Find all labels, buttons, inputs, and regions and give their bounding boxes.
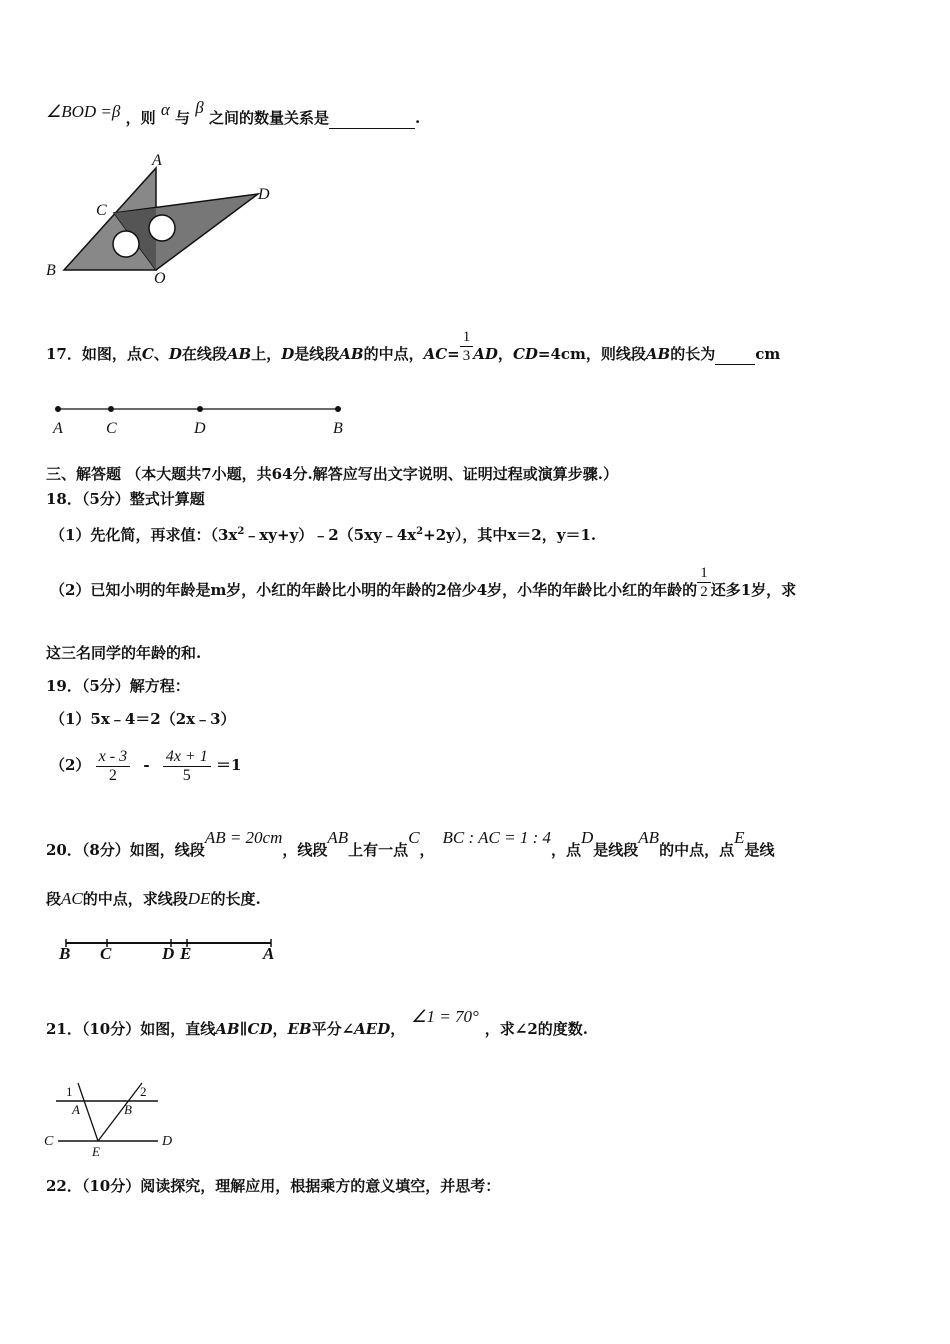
q18-text: ﹣xy+y）﹣2（5xy﹣4x [244,526,417,544]
point-B [335,406,341,412]
frac-num: 1 [460,328,474,347]
q20-math: AC [61,889,83,908]
q16-text: 之间的数量关系是 [208,109,329,127]
q16-alpha: α [160,100,170,119]
q19-minus: - [143,756,150,774]
q17-var: D [281,345,295,363]
q17-segment-figure [50,400,350,442]
q19-text: （2） [50,756,91,774]
label-O: O [154,270,166,287]
q18-part1 [50,522,596,545]
q20-line1 [46,828,775,860]
label-C: C [44,1134,54,1149]
q20-text: 是线 [744,841,775,859]
q18-text: +2y），其中x＝2，y＝1. [423,526,597,544]
q20-math: DE [187,889,211,908]
q17-var: C [141,345,154,363]
label-D: D [258,186,270,203]
q19-text: ＝1 [215,756,242,774]
q16-line [46,98,421,129]
answer-blank[interactable] [715,344,755,365]
point-A [55,406,61,412]
q20-text: ， [419,841,435,859]
fraction-one-half [697,564,711,601]
q18-text: （2）已知小明的年龄是m岁，小红的年龄比小明的年龄的2倍少4岁，小华的年龄比小红的年龄的 [50,581,698,599]
q17-text: ， [497,345,513,363]
q20-text: ，线段 [282,841,328,859]
q21-line [46,1007,589,1039]
label-D: D [162,944,175,963]
q21-text: ， [272,1020,288,1038]
q21-figure [40,1080,190,1162]
label-D: D [162,1134,173,1149]
q21-var: AB∥CD [215,1020,273,1038]
q17-var: AB [339,345,364,363]
q20-math: E [734,828,745,847]
label-A: A [53,420,63,437]
q20-text: 的中点，点 [659,841,735,859]
q18-text: （1）先化简，再求值：（3x [50,526,238,544]
label-1: 1 [66,1084,73,1099]
q17-line [46,328,781,365]
label-C: C [96,202,107,219]
fraction-x-minus-3-over-2 [96,748,130,785]
q20-math: C [408,828,420,847]
line-EA [78,1083,98,1141]
q17-var: AC= [423,345,460,363]
q19-num: 4x + 1 [165,747,208,765]
label-E: E [180,944,192,963]
exponent: 2 [237,526,245,537]
fraction-4x-plus-1-over-5 [163,748,211,785]
q19-part1: （1）5x﹣4＝2（2x﹣3） [50,710,236,728]
label-B: B [124,1102,132,1117]
q17-text: 在线段 [181,345,227,363]
q20-text: 20．（8分）如图，线段 [46,841,205,859]
q22-line: 22．（10分）阅读探究，理解应用，根据乘方的意义填空，并思考： [46,1177,501,1195]
q17-text: 如图，点 [81,345,142,363]
q20-text: ，点 [550,841,581,859]
q20-text: 上有一点 [348,841,409,859]
label-B: B [333,420,343,437]
q16-text: ，则 [125,109,156,127]
q21-text: 平分∠ [311,1020,355,1038]
label-A: A [263,944,275,963]
q20-math: BC : AC = 1 : 4 [442,828,551,847]
segment-acdb [50,400,350,420]
q17-var: AD [473,345,498,363]
frac-num [163,748,211,767]
q19-title: 19．（5分）解方程： [46,677,190,695]
hole-left [113,231,139,257]
q21-text: 21．（10分）如图，直线 [46,1020,216,1038]
q17-var: AB [645,345,671,363]
exponent: 2 [416,526,424,537]
label-E: E [92,1144,100,1159]
section-heading: 三、解答题 （本大题共7小题，共64分.解答应写出文字说明、证明过程或演算步骤.） [46,465,618,483]
frac-num: 1 [697,564,711,583]
q20-text: 的长度. [210,890,261,908]
q16-figure [40,152,280,293]
q20-text: 的中点，求线段 [82,890,188,908]
fraction-one-third [460,328,474,365]
label-B: B [46,262,56,279]
line-EB [98,1083,142,1141]
q18-part2 [50,564,797,601]
frac-den: 2 [108,766,117,784]
frac-den: 2 [700,583,708,600]
q17-number: 17． [46,345,82,363]
q17-text: 是线段 [294,345,340,363]
q21-text: ，求∠2的度数. [484,1020,589,1038]
point-D [197,406,203,412]
q20-math: AB [638,828,660,847]
q17-text: cm [755,345,781,363]
q21-var: EB [287,1020,312,1038]
q17-text: 的长为 [670,345,716,363]
q16-text: . [415,109,421,127]
frac-num [96,748,130,767]
q21-var: AED [354,1020,391,1038]
label-B: B [59,944,71,963]
q20-math: AB = 20cm [204,828,283,847]
label-C: C [106,420,117,437]
label-D: D [194,420,206,437]
q16-beta: β [195,98,204,117]
q21-angle: ∠1 = 70° [411,1007,479,1026]
q17-var: CD [512,345,538,363]
q17-text: 上， [251,345,282,363]
hole-right [149,215,175,241]
q16-angle-expr: ∠BOD =β [46,102,121,121]
q17-var: D [168,345,182,363]
label-C: C [100,944,112,963]
answer-blank[interactable] [329,108,415,129]
q20-math: D [581,828,594,847]
q20-text: 是线段 [593,841,639,859]
q17-text: 、 [153,345,169,363]
q19-part2 [50,742,241,788]
q20-text: 段 [46,890,62,908]
q21-text: ， [390,1020,406,1038]
label-2: 2 [140,1084,147,1099]
q20-math: AB [327,828,349,847]
q16-text: 与 [175,109,191,127]
q17-text: 的中点， [363,345,424,363]
label-A: A [152,152,162,169]
q17-text: =4cm，则线段 [537,345,646,363]
q20-segment-figure [56,935,286,965]
label-A: A [72,1102,80,1117]
q19-num: x - 3 [98,747,128,765]
q20-line2 [46,889,261,909]
q18-part2-cont: 这三名同学的年龄的和. [46,644,202,662]
frac-den: 3 [462,347,471,364]
point-C [108,406,114,412]
q18-title: 18．（5分）整式计算题 [46,490,205,508]
q18-text: 还多1岁，求 [710,581,797,599]
frac-den: 5 [182,766,191,784]
q17-var: AB [226,345,252,363]
